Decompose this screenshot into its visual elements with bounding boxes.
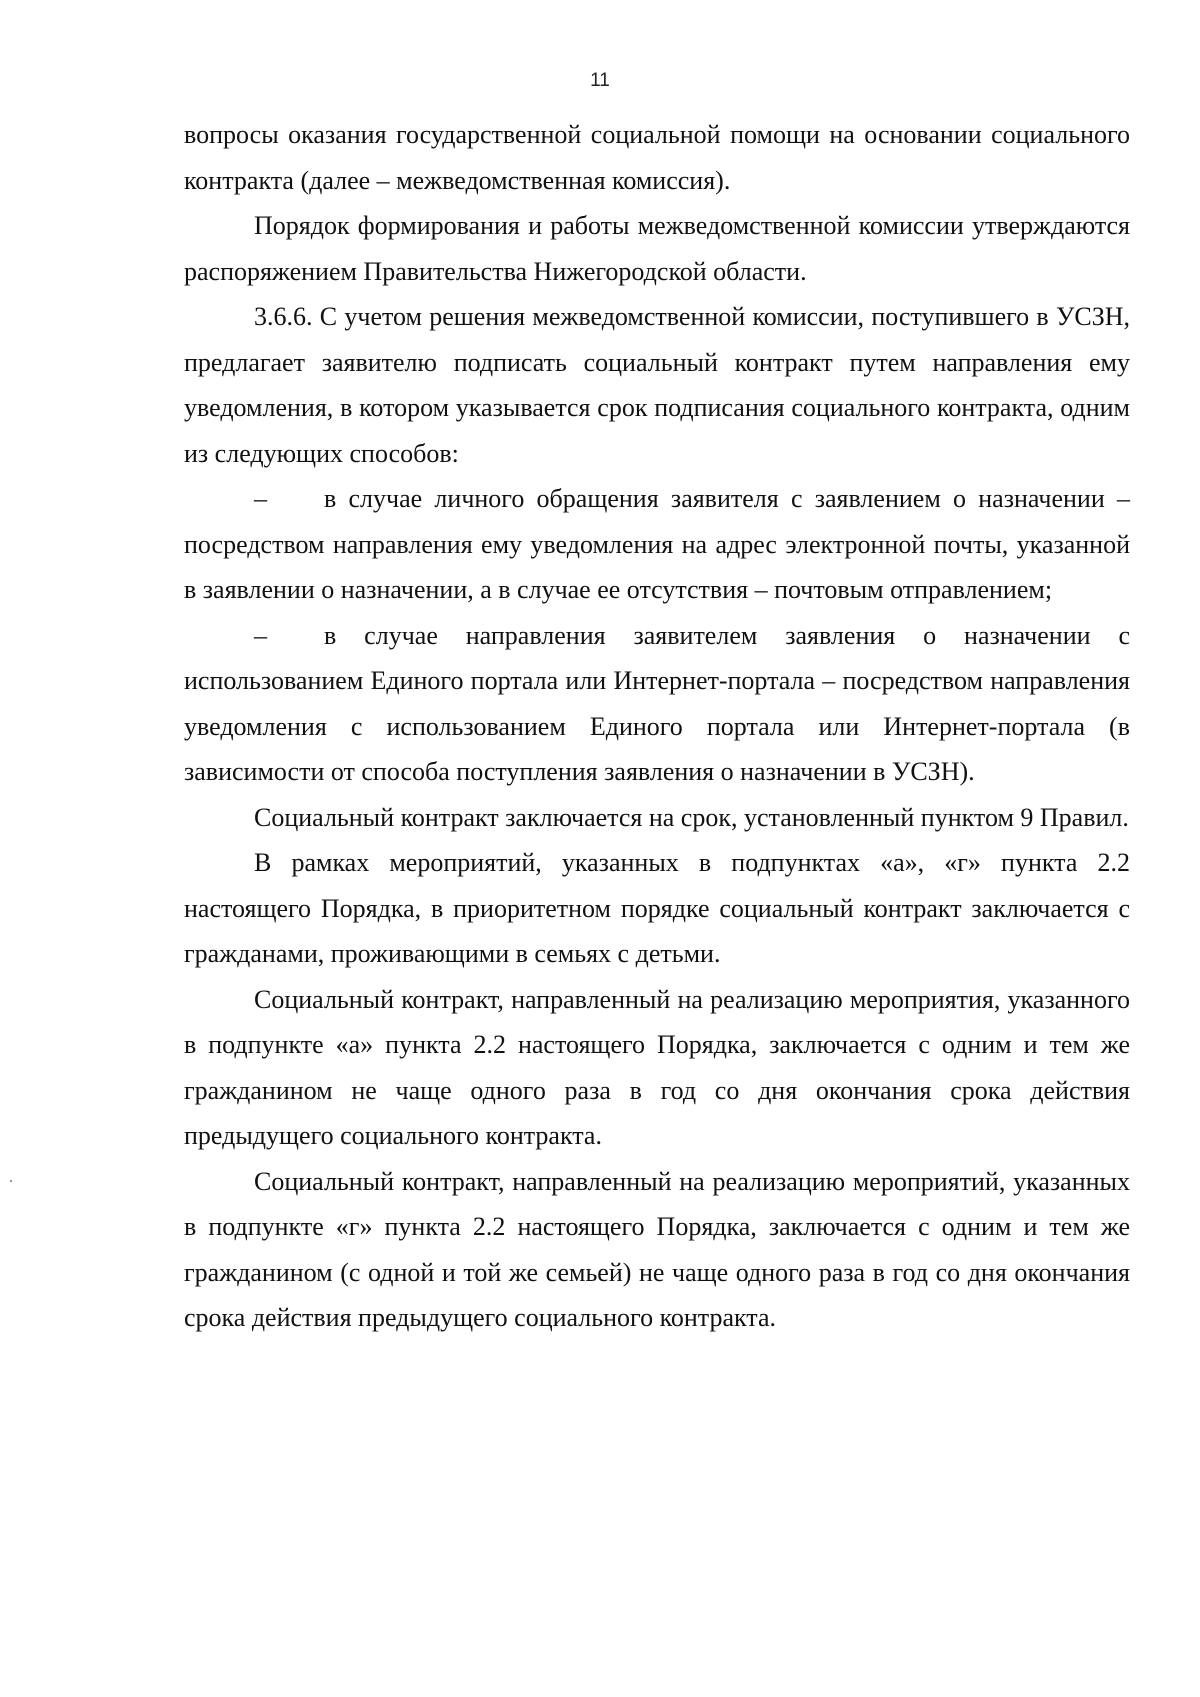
paragraph-8: Социальный контракт, направленный на реализацию мероприятия, указанного в подпункте «а» пункта 2.2 настоящего Порядка, заключается с одним и тем же гражданином не чаще одного раза в год со дня окончания срока действия предыдущего социального контракта. — [184, 984, 1130, 1150]
dash-marker: – — [254, 620, 267, 650]
paragraph-6: Социальный контракт заключается на срок, установленный пунктом 9 Правил. — [254, 802, 1129, 832]
paragraph-7: В рамках мероприятий, указанных в подпунктах «а», «г» пункта 2.2 настоящего Порядка, в приоритетном порядке социальный контракт заключается с гражданами, проживающими в семьях с детьми. — [184, 848, 1130, 968]
dash-item-1 — [184, 476, 1130, 613]
dash-marker: – — [254, 484, 267, 513]
dash-item-2 — [184, 613, 1130, 795]
page-number: 11 — [590, 70, 610, 91]
document-body — [184, 112, 1130, 1341]
paragraph-2: Порядок формирования и работы межведомственной комиссии утверждаются распоряжением Правительства Нижегородской области. — [184, 211, 1130, 286]
dash-item-text: в случае личного обращения заявителя с заявлением о назначении – посредством направления ему уведомления на адрес электронной почты, указанной в заявлении о назначении, а в случае ее отсутствия – почтовым отправлением; — [184, 484, 1130, 604]
paragraph-3: 3.6.6. С учетом решения межведомственной комиссии, поступившего в УСЗН, предлагает заявителю подписать социальный контракт путем направления ему уведомления, в котором указывается срок подписания социального контракта, одним из следующих способов: — [184, 302, 1130, 468]
dash-item-text: в случае направления заявителем заявления о назначении с использованием Единого портала или Интернет-портала – посредством направления уведомления с использованием Единого портала или Интернет-портала (в зависимости от способа поступления заявления о назначении в УСЗН). — [184, 620, 1130, 786]
paragraph-1: вопросы оказания государственной социальной помощи на основании социального контракта (далее – межведомственная комиссия). — [184, 120, 1130, 195]
paragraph-9: Социальный контракт, направленный на реализацию мероприятий, указанных в подпункте «г» пункта 2.2 настоящего Порядка, заключается с одним и тем же гражданином (с одной и той же семьей) не чаще одного раза в год со дня окончания срока действия предыдущего социального контракта. — [184, 1166, 1130, 1332]
scan-artifact — [10, 1180, 12, 1182]
